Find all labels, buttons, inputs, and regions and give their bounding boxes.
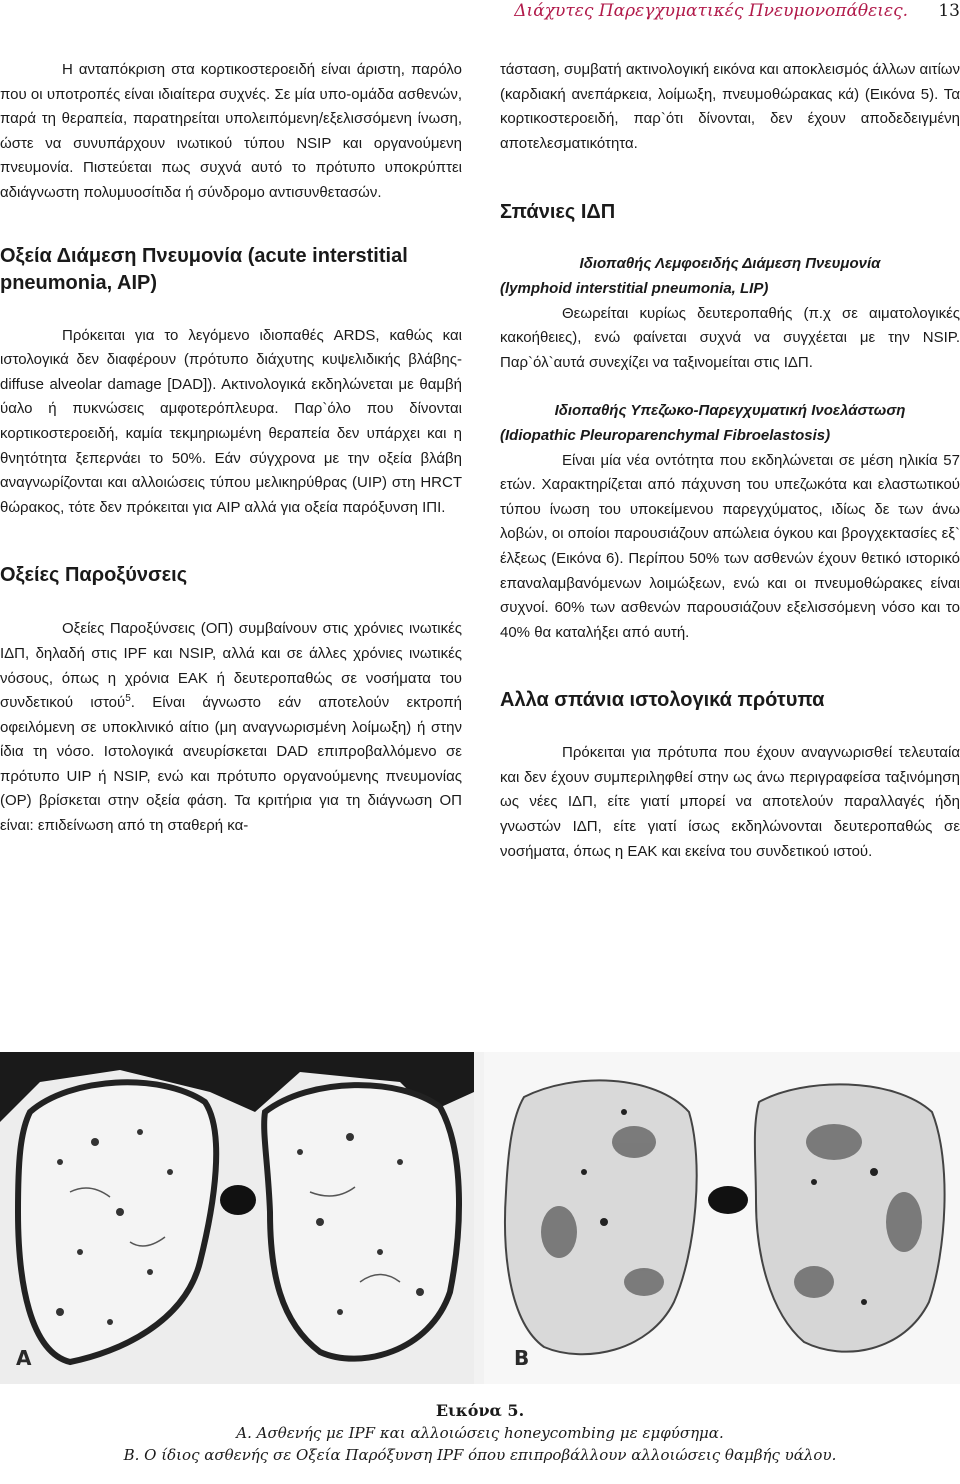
right-paragraph-other: Πρόκειται για πρότυπα που έχουν αναγνωρισθεί τελευταία και δεν έχουν συμπεριληφθεί στην ως άνω περιγραφείσα ταξινόμηση ως νέες ΙΔΠ, είτε γιατί μπορεί να αποτελούν παραλλαγές ήδη γνωστών ΙΔΠ, είτε γιατί ίσως εκδηλώνονται δευτεροπαθώς σε νοσήματα, όπως η ΕΑΚ και εκείνα του συνδετικού ιστού. bbox=[500, 744, 960, 860]
right-paragraph-1: τάσταση, συμβατή ακτινολογική εικόνα και αποκλεισμός άλλων αιτίων (καρδιακή ανεπάρκεια, λοίμωξη, πνευμοθώρακας κά) (Εικόνα 5). Τα κορτικοστεροειδή, παρ`ότι δίνονται, δεν έχουν αποδεδειγμένη αποτελεσματικότητα. bbox=[500, 61, 960, 152]
figure-caption bbox=[0, 1400, 960, 1466]
left-paragraph-exacerbations: Οξείες Παροξύνσεις (ΟΠ) συμβαίνουν στις χρόνιες ινωτικές ΙΔΠ, δηλαδή στις IPF και NSIP, αλλά και σε άλλες χρόνιες ινωτικές νόσους, όπως η χρόνια ΕΑΚ ή δευτεροπαθώς σε νοσήματα του συνδετικού ιστού$^5$. Είναι άγνωστο εάν αποτελούν εκτροπή οφειλόμενη σε υποκλινικό αίτιο (μη αναγνωρισμένη λοίμωξη) ή στην ίδια τη νόσο. Ιστολογικά ανευρίσκεται DAD επιπροβαλλόμενο σε πρότυπο UIP ή NSIP, ενώ και πρότυπο οργανούμενης πνευμονίας (OP) βρίσκεται στην οξεία φάση. Τα κριτήρια για τη διάγνωση ΟΠ είναι: επιδείνωση από τη σταθερή κα- bbox=[0, 620, 462, 835]
ct-image-a bbox=[0, 1052, 474, 1384]
panel-label-a: A bbox=[16, 1346, 32, 1370]
heading-aip: Οξεία Διάμεση Πνευμονία (acute interstitial pneumonia, AIP) bbox=[0, 244, 408, 294]
figure-ct-scans bbox=[0, 1052, 960, 1384]
subheading-ppfe-subtitle: (Idiopathic Pleuroparenchymal Fibroelastosis) bbox=[500, 426, 831, 444]
ct-image-b bbox=[484, 1052, 960, 1384]
subheading-ppfe bbox=[500, 399, 960, 448]
panel-label-b: B bbox=[514, 1346, 530, 1370]
subheading-lip-title: Ιδιοπαθής Λεμφοειδής Διάμεση Πνευμονία bbox=[579, 255, 881, 273]
header-title: Διάχυτες Παρεγχυματικές Πνευμονοπάθειες. bbox=[514, 1, 908, 21]
caption-line-b: Β. Ο ίδιος ασθενής σε Οξεία Παρόξυνση IPF όπου επιπροβάλλουν αλλοιώσεις θαμβής υάλου. bbox=[123, 1446, 837, 1464]
running-header bbox=[0, 0, 960, 28]
ct-panel-b bbox=[484, 1052, 960, 1384]
subheading-lip-subtitle: (lymphoid interstitial pneumonia, LIP) bbox=[500, 279, 769, 297]
left-paragraph-1: Η ανταπόκριση στα κορτικοστεροειδή είναι άριστη, παρόλο που οι υποτροπές είναι ιδιαίτερα συχνές. Σε μία υπο-ομάδα ασθενών, παρά τη θεραπεία, παρατηρείται υπολειπόμενη/εξελισσόμενη ίνωση, ώστε να συνυπάρχουν ινωτικού τύπου NSIP και οργανούμενη πνευμονία. Πιστεύεται πως συχνά αυτό το πρότυπο υποκρύπτει αδιάγνωστη πολυμυοσίτιδα ή σύνδρομο αντισυνθετασών. bbox=[0, 61, 462, 201]
heading-acute-exacerbations: Οξείες Παροξύνσεις bbox=[0, 564, 188, 587]
right-paragraph-ppfe: Είναι μία νέα οντότητα που εκδηλώνεται σε μέση ηλικία 57 ετών. Χαρακτηρίζεται από πάχυνση του υπεζωκότα και ελαστωτικού τύπου ίνωση του υποκείμενου παρεγχύματος, ιδίως δε των άνω λοβών, οι οποίοι παρουσιάζουν απώλεια όγκου και βρογχεκτασίες εξ` έλξεως (Εικόνα 6). Περίπου 50% των ασθενών έχουν θετικό ιστορικό επαναλαμβανόμενων λοιμώξεων, ενώ και οι πνευμοθώρακες είναι συχνοί. 60% των ασθενών παρουσιάζουν εξελισσόμενη νόσο και το 40% θα καταλήξει από αυτή. bbox=[500, 451, 960, 641]
page-number: 13 bbox=[938, 1, 960, 21]
reference-superscript: 5 bbox=[125, 693, 131, 705]
ct-panel-a bbox=[0, 1052, 474, 1384]
left-paragraph-aip: Πρόκειται για το λεγόμενο ιδιοπαθές ARDS, καθώς και ιστολογικά δεν διαφέρουν (πρότυπο διάχυτης κυψελιδικής βλάβης-diffuse alveolar damage [DAD]). Ακτινολογικά εκδηλώνεται με θαμβή ύαλο ή πυκνώσεις αμφοτερόπλευρα. Παρ`όλο που δίνονται κορτικοστεροειδή, καμία τεκμηριωμένη θεραπεία δεν υπάρχει και η θνητότητα ξεπερνάει το 50%. Εάν σύγχρονα με την οξεία βλάβη αναγνωρίζονται και αλλοιώσεις τύπου μελικηρύθρας (UIP) στη HRCT θώρακος, τότε δεν πρόκειται για AIP αλλά για οξεία παρόξυνση ΙΠΙ. bbox=[0, 326, 462, 516]
heading-rare-ild: Σπάνιες ΙΔΠ bbox=[500, 201, 616, 224]
caption-line-a: Α. Ασθενής με IPF και αλλοιώσεις honeycombing με εμφύσημα. bbox=[236, 1424, 724, 1442]
subheading-ppfe-title: Ιδιοπαθής Υπεζωκο-Παρεγχυματική Ινοελάστωση bbox=[554, 402, 906, 420]
left-column bbox=[0, 58, 462, 839]
right-paragraph-lip: Θεωρείται κυρίως δευτεροπαθής (π.χ σε αιματολογικές κακοήθειες), ενώ φαίνεται συχνά να συγχέεται με την NSIP. Παρ`όλ`αυτά συνεχίζει να ταξινομείται στις ΙΔΠ. bbox=[500, 304, 960, 371]
caption-title: Εικόνα 5. bbox=[435, 1401, 525, 1420]
heading-other-patterns: Αλλα σπάνια ιστολογικά πρότυπα bbox=[500, 689, 825, 712]
right-column bbox=[500, 58, 960, 864]
subheading-lip bbox=[500, 252, 960, 301]
